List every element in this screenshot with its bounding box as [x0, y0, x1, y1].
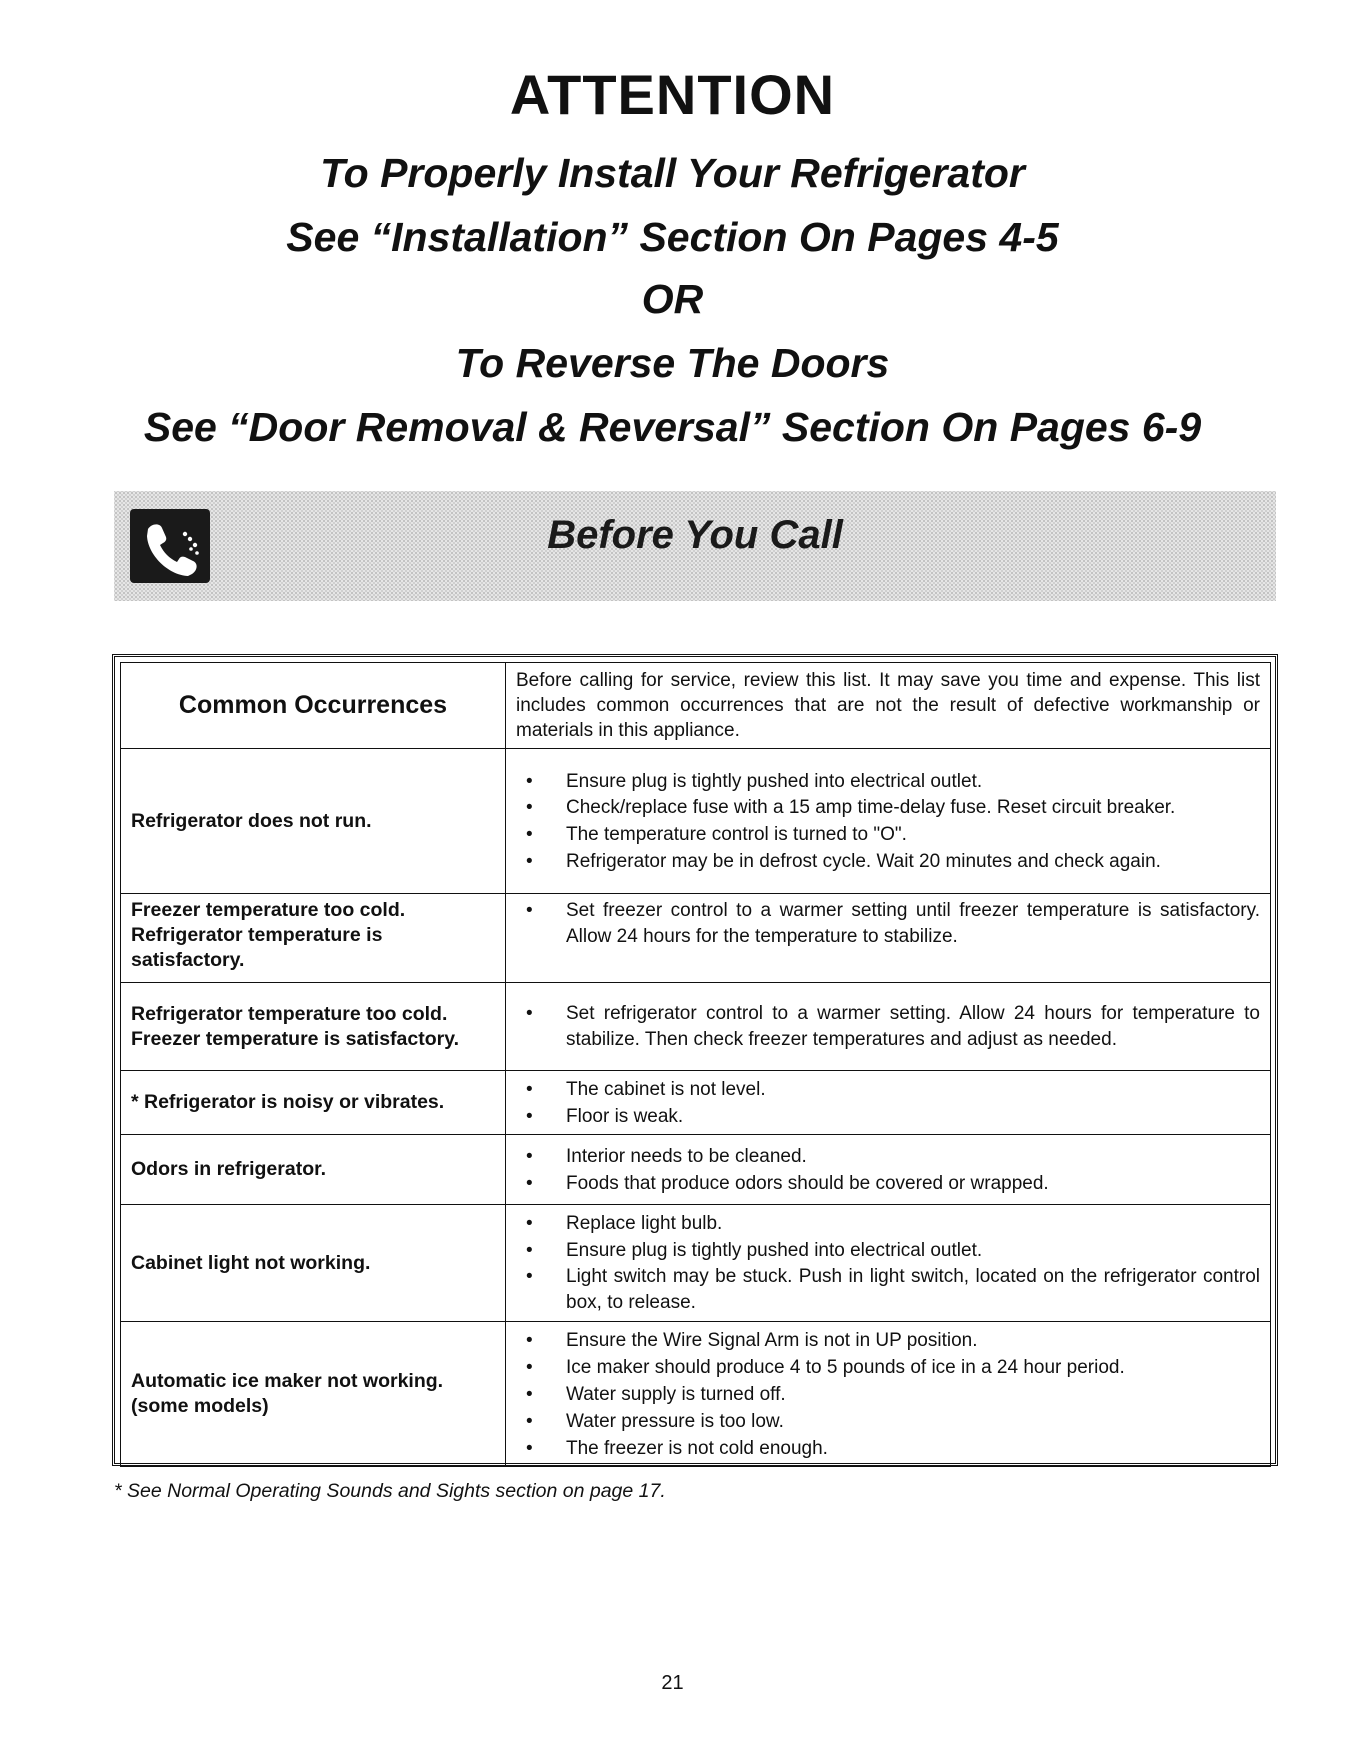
common-occurrences-heading: Common Occurrences: [121, 663, 506, 749]
reverse-doors-instruction: To Reverse The Doors: [455, 340, 890, 386]
cause-item: • The cabinet is not level.: [516, 1076, 1260, 1103]
cause-item: • Refrigerator may be in defrost cycle. Wait 20 minutes and check again.: [516, 848, 1260, 875]
cause-item: • Ensure the Wire Signal Arm is not in UP position.: [516, 1327, 1260, 1354]
table-row: [121, 983, 1271, 1071]
footnote: * See Normal Operating Sounds and Sights section on page 17.: [114, 1480, 666, 1502]
problem-label: Refrigerator temperature too cold. Freezer temperature is satisfactory.: [121, 983, 506, 1071]
causes-cell: [506, 983, 1271, 1071]
problem-label: Odors in refrigerator.: [121, 1135, 506, 1205]
or-separator: OR: [641, 276, 704, 322]
table-row: [121, 1135, 1271, 1205]
installation-section-reference: See “Installation” Section On Pages 4-5: [286, 214, 1059, 260]
cause-item: • The freezer is not cold enough.: [516, 1435, 1260, 1462]
causes-cell: [506, 1071, 1271, 1135]
table-row: [121, 1205, 1271, 1322]
problem-label: * Refrigerator is noisy or vibrates.: [121, 1071, 506, 1135]
problem-label: Refrigerator does not run.: [121, 749, 506, 894]
door-reversal-section-reference: See “Door Removal & Reversal” Section On Pages 6-9: [143, 404, 1202, 450]
cause-item: • Ensure plug is tightly pushed into electrical outlet.: [516, 1237, 1260, 1264]
install-instruction: To Properly Install Your Refrigerator: [320, 150, 1025, 196]
intro-text: Before calling for service, review this list. It may save you time and expense. This list includes common occurrences that are not the result of defective workmanship or materials in this appliance.: [506, 663, 1271, 749]
cause-item: • Set freezer control to a warmer setting until freezer temperature is satisfactory. Allow 24 hours for the temperature to stabilize.: [516, 898, 1260, 950]
causes-cell: [506, 1205, 1271, 1322]
problem-label: Cabinet light not working.: [121, 1205, 506, 1322]
causes-cell: [506, 1135, 1271, 1205]
cause-item: • Water supply is turned off.: [516, 1381, 1260, 1408]
before-you-call-banner: [114, 491, 1276, 601]
cause-item: • Water pressure is too low.: [516, 1408, 1260, 1435]
table-row: [121, 894, 1271, 983]
attention-heading: ATTENTION: [509, 63, 836, 126]
table-row: [121, 749, 1271, 894]
causes-cell: [506, 749, 1271, 894]
table-row: [121, 1322, 1271, 1467]
cause-item: • Ice maker should produce 4 to 5 pounds of ice in a 24 hour period.: [516, 1354, 1260, 1381]
troubleshooting-table-frame: [112, 654, 1278, 1466]
problem-label: Automatic ice maker not working. (some models): [121, 1322, 506, 1467]
cause-item: • Ensure plug is tightly pushed into electrical outlet.: [516, 768, 1260, 795]
cause-item: • Light switch may be stuck. Push in light switch, located on the refrigerator control box, to release.: [516, 1264, 1260, 1316]
cause-item: • Foods that produce odors should be covered or wrapped.: [516, 1170, 1260, 1197]
banner-title: Before You Call: [547, 513, 843, 557]
page-number: 21: [661, 1672, 684, 1694]
troubleshooting-table: [120, 662, 1271, 1467]
causes-cell: [506, 894, 1271, 983]
causes-cell: [506, 1322, 1271, 1467]
cause-item: • Set refrigerator control to a warmer setting. Allow 24 hours for temperature to stabilize. Then check freezer temperatures and adjust as needed.: [516, 1001, 1260, 1053]
cause-item: • Check/replace fuse with a 15 amp time-delay fuse. Reset circuit breaker.: [516, 795, 1260, 821]
problem-label: Freezer temperature too cold. Refrigerator temperature is satisfactory.: [121, 894, 506, 983]
cause-item: • Replace light bulb.: [516, 1210, 1260, 1237]
cause-item: • Floor is weak.: [516, 1103, 1260, 1130]
table-header-row: [121, 663, 1271, 749]
table-row: [121, 1071, 1271, 1135]
cause-item: • The temperature control is turned to "O".: [516, 821, 1260, 848]
cause-item: • Interior needs to be cleaned.: [516, 1143, 1260, 1170]
